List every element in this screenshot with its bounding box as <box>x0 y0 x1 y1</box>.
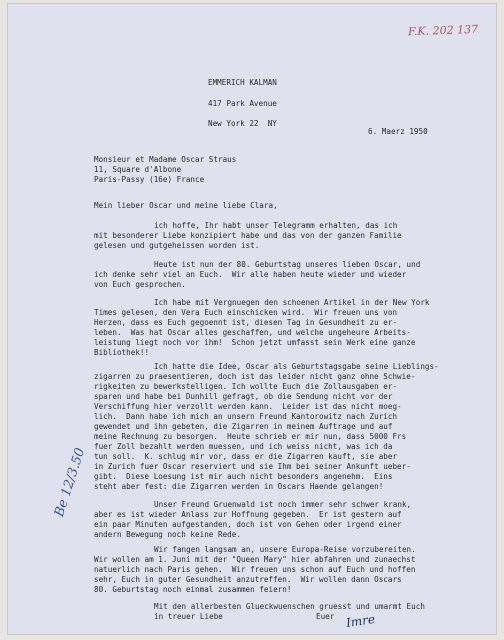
body-line: Verschiffung hier verzollt werden kann. Leider ist das nicht moeg- <box>94 402 402 411</box>
body-line: aber es ist wieder Anlass zur Hoffnung gegeben. Er ist gestern auf <box>94 510 402 519</box>
signature: Imre <box>345 612 376 630</box>
salutation: Mein lieber Oscar und meine liebe Clara, <box>94 201 278 210</box>
body-line: leben. Was hat Oscar alles geschaffen, und welche ungeheure Arbeits- <box>94 328 411 337</box>
body-line: steht aber fest: die Zigarren werden in Oscars Haende gelangen! <box>94 482 384 491</box>
body-line: Times gelesen, den Vera Euch einschicken wird. Wir freuen uns von <box>94 308 398 317</box>
body-line: ich hoffe, Ihr habt unser Telegramm erhalten, das ich <box>154 221 398 230</box>
recipient-line-2: 11, Square d'Albone <box>94 165 182 174</box>
closing-line: Mit den allerbesten Glueckwuenschen gruesst und umarmt Euch <box>154 602 425 611</box>
body-line: fuer Zoll bezahlt werden muessen, und ich weiss nicht, was ich da <box>94 442 393 451</box>
archive-mark: F.K. 202 137 <box>407 22 479 39</box>
body-line: tun soll. K. schlug mir vor, dass er die Zigarren kauft, sie aber <box>94 452 398 461</box>
closing-line: in treuer Liebe <box>154 612 223 621</box>
closing-line: Euer <box>316 612 335 621</box>
body-line: mit besonderer Liebe konzipiert habe und das von der ganzen Familie <box>94 231 402 240</box>
body-line: 80. Geburtstag noch einmal zusammen feiern! <box>94 585 292 594</box>
body-line: ich denke sehr viel an Euch. Wir alle haben heute wieder und wieder <box>94 270 407 279</box>
letterhead-street: 417 Park Avenue <box>208 99 277 108</box>
letter-page <box>8 4 496 634</box>
body-line: andern Bewegung noch keine Rede. <box>94 530 241 539</box>
body-line: meine Rechnung zu besorgen. Heute schrieb er mir nun, dass 5000 Frs <box>94 432 407 441</box>
body-line: zigarren zu praesentieren, doch ist das leider nicht ganz ohne Schwie- <box>94 372 416 381</box>
body-line: Wir fangen langsam an, unsere Europa-Reise vorzubereiten. <box>154 545 416 554</box>
recipient-line-1: Monsieur et Madame Oscar Straus <box>94 155 237 164</box>
body-line: Ich hatte die Idee, Oscar als Geburtstagsgabe seine Lieblings- <box>154 362 439 371</box>
body-line: leistung liegt noch vor ihm! Schon jetzt umfasst sein Werk eine ganze <box>94 338 416 347</box>
body-line: Unser Freund Gruenwald ist noch immer sehr schwer krank, <box>154 500 412 509</box>
body-line: gewendet und ihn gebeten, die Zigarren in meinem Auftrage und auf <box>94 422 393 431</box>
body-line: Wir wollen am 1. Juni mit der "Queen Mary" hier abfahren und zunaechst <box>94 555 416 564</box>
body-line: rigkeiten zu bewerkstelligen. Ich wollte Euch die Zollausgaben er- <box>94 382 398 391</box>
body-line: sehr, Euch in guter Gesundheit anzutreffen. Wir wollen dann Oscars <box>94 575 402 584</box>
body-line: Bibliothek!! <box>94 348 150 357</box>
body-line: Ich habe mit Vergnuegen den schoenen Artikel in der New York <box>154 298 430 307</box>
body-line: gibt. Diese Loesung ist mir auch nicht besonders angenehm. Eins <box>94 472 393 481</box>
body-line: in Zurich fuer Oscar reserviert und sie Ihm bei seiner Ankunft ueber- <box>94 462 411 471</box>
body-line: ein paar Minuten aufgestanden, doch ist von Gehen oder irgend einer <box>94 520 402 529</box>
margin-note: Be 12/3.50 <box>52 446 89 519</box>
body-line: natuerlich nach Paris gehen. Wir freuen uns schon auf Euch und hoffen <box>94 565 416 574</box>
body-line: Herzen, dass es Euch gegoennt ist, diesen Tag in Gesundheit zu er- <box>94 318 398 327</box>
body-line: gelesen und gutgeheissen worden ist. <box>94 241 260 250</box>
body-line: von Euch gesprochen. <box>94 280 186 289</box>
body-line: Heute ist nun der 80. Geburtstag unseres lieben Oscar, und <box>154 260 421 269</box>
body-line: lich. Dann habe ich mich an unsern Freund Kantorowitz nach Zurich <box>94 412 398 421</box>
letterhead-name: EMMERICH KALMAN <box>208 78 277 87</box>
letterhead-city: New York 22 NY <box>208 119 277 128</box>
letter-date: 6. Maerz 1950 <box>368 127 428 136</box>
recipient-line-3: Paris-Passy (16e) France <box>94 175 205 184</box>
body-line: sparen und habe bei Dunhill gefragt, ob die Sendung nicht vor der <box>94 392 393 401</box>
